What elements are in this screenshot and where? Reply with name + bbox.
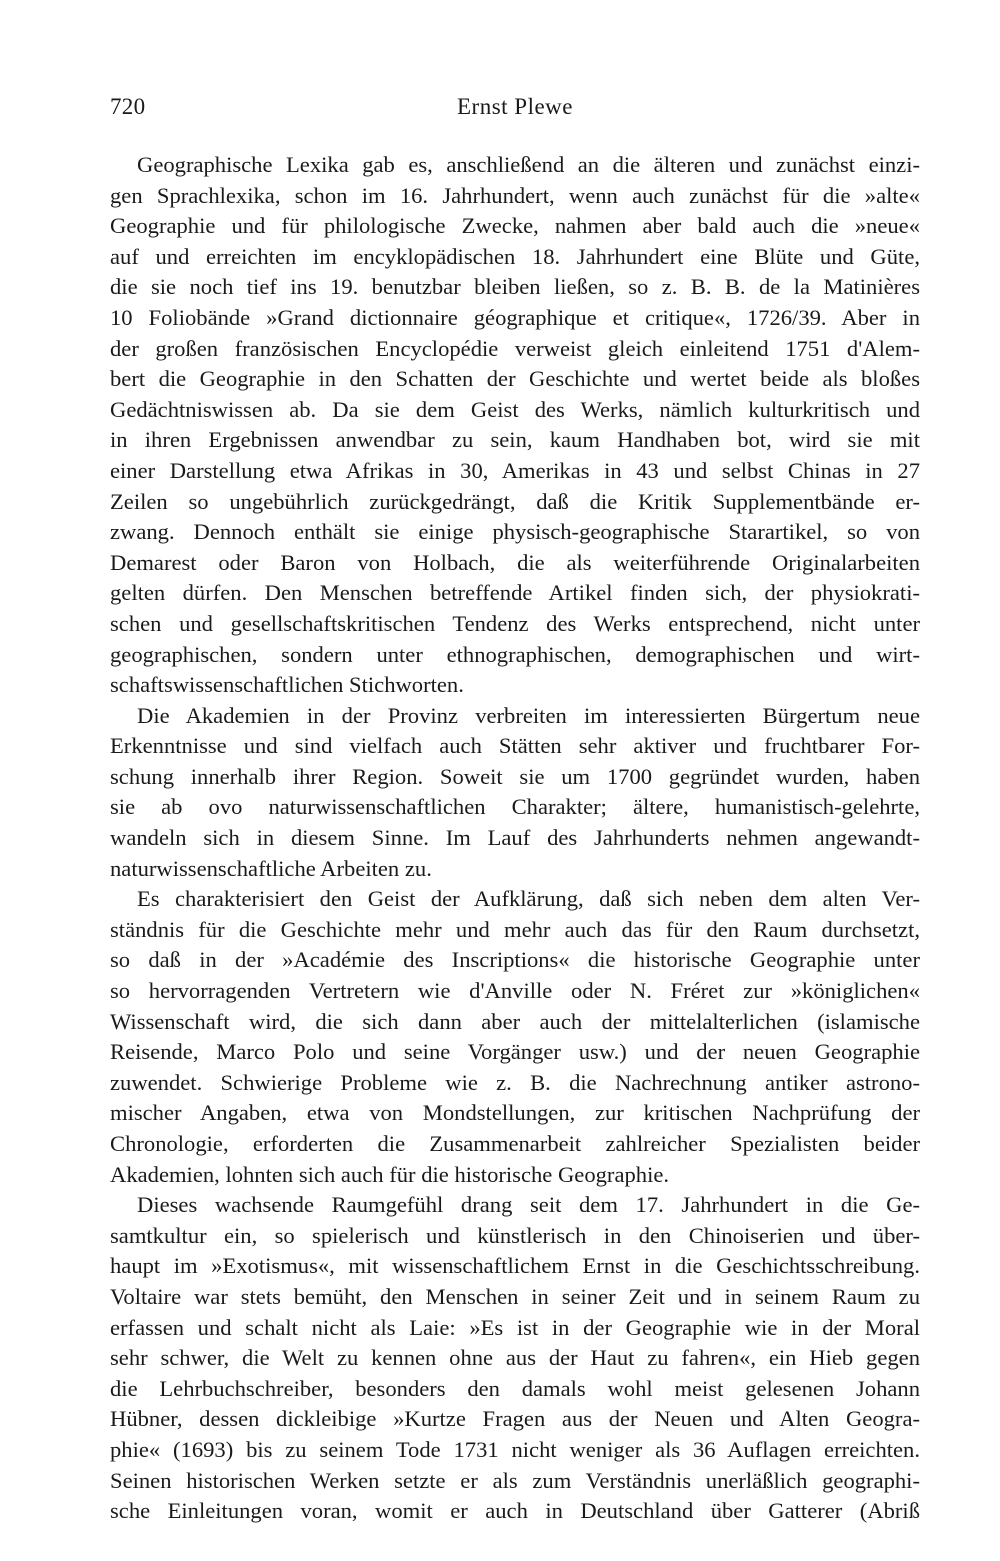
text-line: Reisende, Marco Polo und seine Vorgänger usw.) und der neuen Geographie <box>110 1039 920 1065</box>
text-line: zwang. Dennoch enthält sie einige physisch-geographische Starartikel, so von <box>110 519 920 545</box>
text-line: zuwendet. Schwierige Probleme wie z. B. die Nachrechnung antiker astrono- <box>110 1069 920 1095</box>
text-line: schen und gesellschaftskritischen Tendenz des Werks entsprechend, nicht unter <box>110 610 920 636</box>
text-line: geographischen, sondern unter ethnographischen, demographischen und wirt- <box>110 641 920 667</box>
text-line: Geographische Lexika gab es, anschließend an die älteren und zunächst einzi- <box>137 152 920 177</box>
text-line: Es charakterisiert den Geist der Aufklärung, daß sich neben dem alten Ver- <box>137 886 920 912</box>
text-line: Dieses wachsende Raumgefühl drang seit dem 17. Jahrhundert in die Ge- <box>137 1192 920 1218</box>
text-line: schung innerhalb ihrer Region. Soweit sie um 1700 gegründet wurden, haben <box>110 763 920 789</box>
text-line: gen Sprachlexika, schon im 16. Jahrhundert, wenn auch zunächst für die »alte« <box>110 182 920 208</box>
text-line: sehr schwer, die Welt zu kennen ohne aus der Haut zu fahren«, ein Hieb gegen <box>110 1345 920 1371</box>
text-line: in ihren Ergebnissen anwendbar zu sein, kaum Handhaben bot, wird sie mit <box>110 427 920 453</box>
paragraph <box>110 150 920 701</box>
text-line: sche Einleitungen voran, womit er auch in Deutschland über Gatterer (Abriß <box>110 1498 920 1524</box>
text-line: sie ab ovo naturwissenschaftlichen Charakter; ältere, humanistisch-gelehrte, <box>110 794 920 820</box>
text-line: erfassen und schalt nicht als Laie: »Es ist in der Geographie wie in der Moral <box>110 1314 920 1340</box>
text-line: Die Akademien in der Provinz verbreiten im interessierten Bürgertum neue <box>137 702 920 728</box>
text-line: ständnis für die Geschichte mehr und mehr auch das für den Raum durchsetzt, <box>110 916 920 942</box>
text-line: Geographie und für philologische Zwecke, nahmen aber bald auch die »neue« <box>110 213 920 239</box>
text-line: 10 Foliobände »Grand dictionnaire géographique et critique«, 1726/39. Aber in <box>110 304 920 330</box>
paragraph <box>110 701 920 885</box>
text-line: einer Darstellung etwa Afrikas in 30, Amerikas in 43 und selbst Chinas in 27 <box>110 457 920 483</box>
text-line: phie« (1693) bis zu seinem Tode 1731 nicht weniger als 36 Auflagen erreichten. <box>110 1436 920 1462</box>
text-line: naturwissenschaftliche Arbeiten zu. <box>110 855 432 881</box>
text-line: Gedächtniswissen ab. Da sie dem Geist des Werks, nämlich kulturkritisch und <box>110 396 920 422</box>
page-header <box>110 94 920 128</box>
text-line: samtkultur ein, so spielerisch und künstlerisch in den Chinoiserien und über- <box>110 1222 920 1248</box>
paragraph <box>110 884 920 1190</box>
text-line: schaftswissenschaftlichen Stichworten. <box>110 672 464 698</box>
text-line: so daß in der »Académie des Inscriptions« die historische Geographie unter <box>110 947 920 973</box>
text-line: auf und erreichten im encyklopädischen 18. Jahrhundert eine Blüte und Güte, <box>110 243 920 269</box>
body-text <box>110 150 920 1527</box>
text-line: der großen französischen Encyclopédie verweist gleich einleitend 1751 d'Alem- <box>110 335 920 361</box>
paragraph <box>110 1190 920 1527</box>
text-line: bert die Geographie in den Schatten der Geschichte und wertet beide als bloßes <box>110 366 920 392</box>
text-line: die sie noch tief ins 19. benutzbar bleiben ließen, so z. B. B. de la Matinières <box>110 274 920 300</box>
text-line: Seinen historischen Werken setzte er als zum Verständnis unerläßlich geographi- <box>110 1467 920 1493</box>
text-line: mischer Angaben, etwa von Mondstellungen, zur kritischen Nachprüfung der <box>110 1100 920 1126</box>
text-line: Hübner, dessen dickleibige »Kurtze Fragen aus der Neuen und Alten Geogra- <box>110 1406 920 1432</box>
text-line: Akademien, lohnten sich auch für die historische Geographie. <box>110 1161 670 1187</box>
text-line: haupt im »Exotismus«, mit wissenschaftlichem Ernst in die Geschichtsschreibung. <box>110 1253 920 1279</box>
text-line: Zeilen so ungebührlich zurückgedrängt, daß die Kritik Supplementbände er- <box>110 488 920 514</box>
page-number: 720 <box>110 94 146 119</box>
text-line: Wissenschaft wird, die sich dann aber auch der mittelalterlichen (islamische <box>110 1008 920 1034</box>
running-head: Ernst Plewe <box>456 94 573 119</box>
text-line: Voltaire war stets bemüht, den Menschen in seiner Zeit und in seinem Raum zu <box>110 1283 920 1309</box>
text-line: Erkenntnisse und sind vielfach auch Stätten sehr aktiver und fruchtbarer For- <box>110 733 920 759</box>
text-line: gelten dürfen. Den Menschen betreffende Artikel finden sich, der physiokrati- <box>110 580 920 606</box>
text-line: so hervorragenden Vertretern wie d'Anville oder N. Fréret zur »königlichen« <box>110 978 920 1004</box>
text-line: wandeln sich in diesem Sinne. Im Lauf des Jahrhunderts nehmen angewandt- <box>110 825 920 851</box>
text-line: die Lehrbuchschreiber, besonders den damals wohl meist gelesenen Johann <box>110 1375 920 1401</box>
text-line: Demarest oder Baron von Holbach, die als weiterführende Originalarbeiten <box>110 549 920 575</box>
text-line: Chronologie, erforderten die Zusammenarbeit zahlreicher Spezialisten beider <box>110 1131 920 1156</box>
